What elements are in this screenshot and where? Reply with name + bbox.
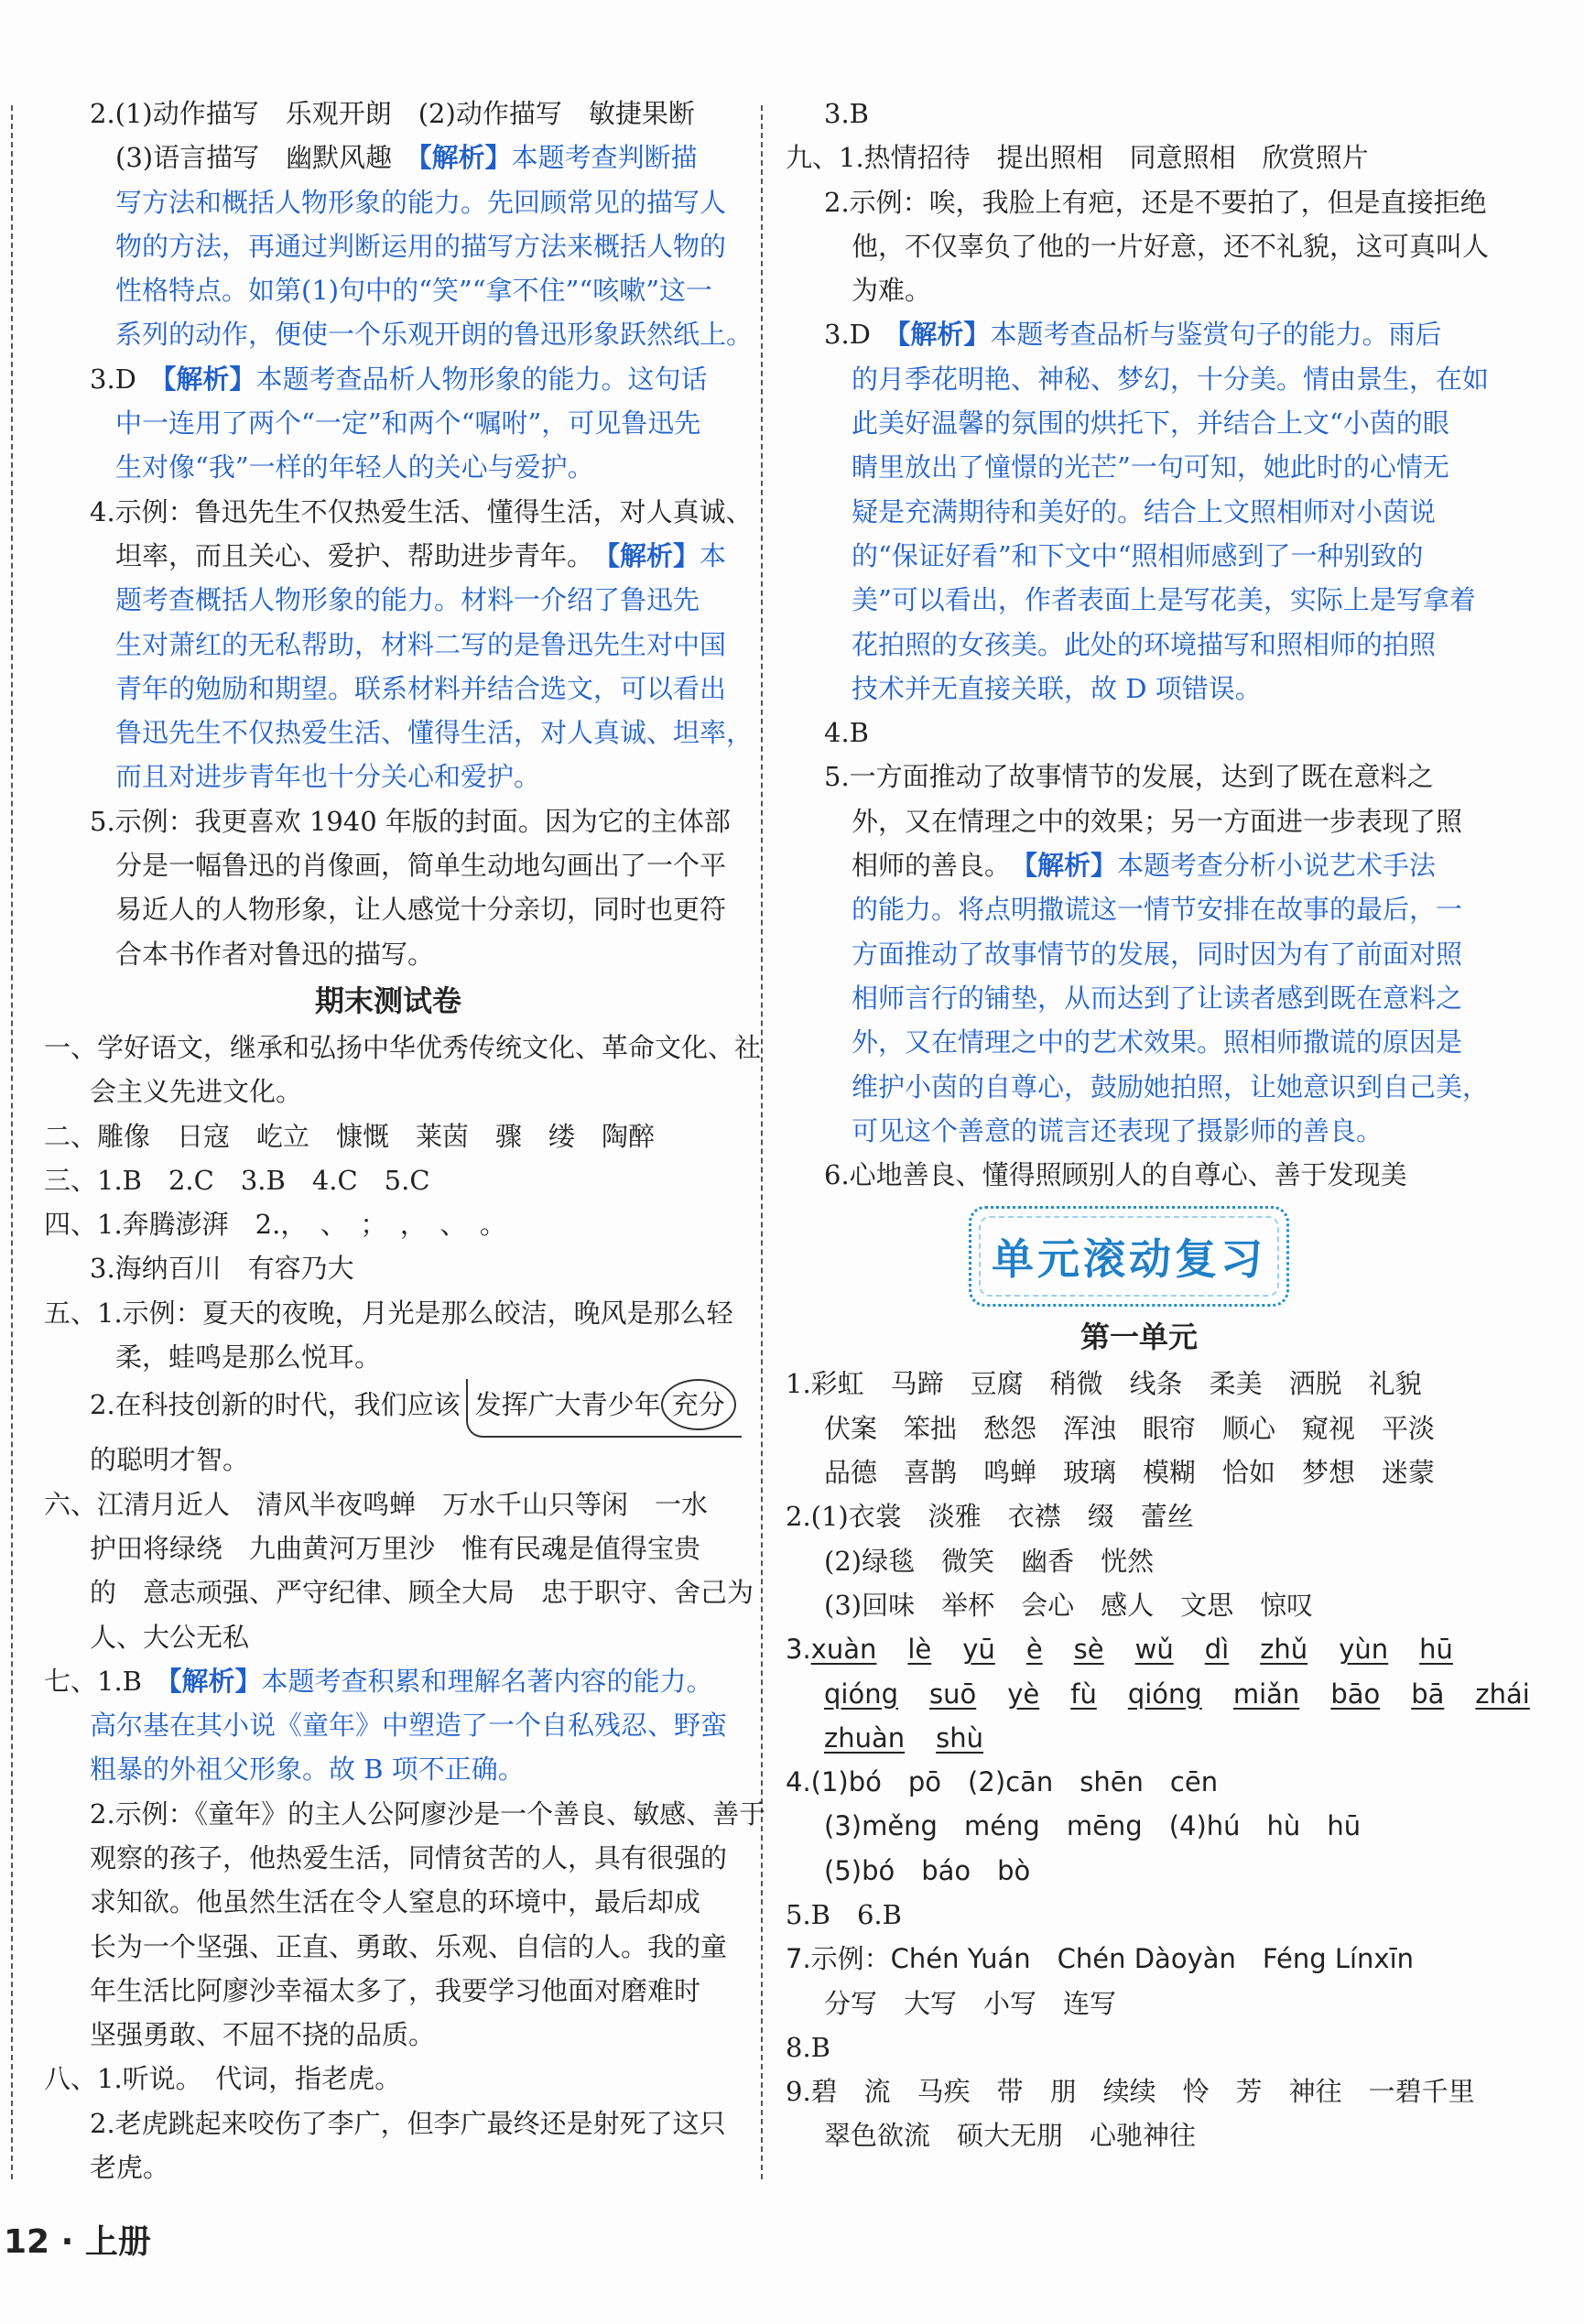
answer-text: (3)měng méng mēng (4)hú hù hū bbox=[824, 1810, 1362, 1842]
pinyin-row bbox=[786, 1627, 1492, 1671]
analysis-tag: 【解析】 bbox=[418, 142, 512, 174]
analysis-text: 本 bbox=[700, 539, 727, 571]
answer-line bbox=[44, 401, 732, 445]
pinyin-word: zhǔ bbox=[1260, 1634, 1308, 1666]
answer-text: 1.彩虹 马蹄 豆腐 稍微 线条 柔美 洒脱 礼貌 bbox=[786, 1368, 1422, 1400]
answer-line bbox=[786, 1804, 1492, 1848]
analysis-text: 的能力。将点明撒谎这一情节安排在故事的最后，一 bbox=[852, 894, 1463, 926]
answer-block-right-2 bbox=[786, 1362, 1492, 1627]
analysis-text: 写方法和概括人物形象的能力。先回顾常见的描写人 bbox=[115, 186, 727, 218]
answer-text: 二、雕像 日寇 屹立 慷慨 莱茵 骤 缕 陶醉 bbox=[44, 1120, 656, 1152]
answer-text: 5.B 6.B bbox=[786, 1898, 902, 1930]
answer-line bbox=[786, 312, 1492, 356]
analysis-text: 此美好温馨的氛围的烘托下，并结合上文“小茵的眼 bbox=[852, 407, 1449, 440]
answer-line bbox=[786, 2025, 1492, 2069]
answer-text: 坦率，而且关心、爱护、帮助进步青年。 bbox=[115, 539, 607, 571]
answer-text: 5.示例：我更喜欢 1940 年版的封面。因为它的主体部 bbox=[90, 805, 731, 837]
answer-line bbox=[786, 357, 1492, 401]
answer-text: 求知欲。他虽然生活在令人窒息的环境中，最后却成 bbox=[90, 1886, 701, 1918]
pinyin-word: qióng bbox=[1127, 1678, 1202, 1710]
analysis-tag: 【解析】 bbox=[1024, 850, 1118, 882]
answer-line bbox=[44, 1747, 732, 1791]
answer-block-left-3 bbox=[44, 1482, 766, 2190]
analysis-text: 睛里放出了憧憬的光芒”一句可知，她此时的心情无 bbox=[852, 451, 1449, 483]
answer-text: 合本书作者对鲁迅的描写。 bbox=[115, 938, 435, 970]
answer-line bbox=[44, 843, 732, 887]
answer-line bbox=[786, 136, 1492, 179]
answer-block-left-1 bbox=[44, 92, 754, 976]
answer-line bbox=[44, 2101, 732, 2145]
inserted-text: 发挥广大青少年 bbox=[474, 1389, 661, 1421]
analysis-text: 本题考查积累和理解名著内容的能力。 bbox=[261, 1665, 713, 1697]
answer-line bbox=[44, 312, 754, 356]
answer-text: 他，不仅辜负了他的一片好意，还不礼貌，这可真叫人 bbox=[852, 230, 1490, 262]
answer-line bbox=[44, 755, 732, 798]
answer-text: 坚强勇敢、不屈不挠的品质。 bbox=[90, 2019, 436, 2051]
circled-word: 充分 bbox=[661, 1379, 736, 1430]
column-divider bbox=[761, 105, 763, 2179]
answer-block-left-2 bbox=[44, 1026, 762, 1379]
answer-text: 六、江清月近人 清风半夜鸣蝉 万水千山只等闲 一水 bbox=[44, 1488, 709, 1520]
answer-line bbox=[44, 1114, 732, 1158]
answer-line bbox=[44, 1026, 762, 1070]
answer-line bbox=[786, 799, 1492, 843]
answer-text: 会主义先进文化。 bbox=[90, 1076, 303, 1108]
answer-line bbox=[786, 224, 1492, 268]
answer-text: 相师的善良。 bbox=[852, 850, 1025, 882]
analysis-text: 本题考查分析小说艺术手法 bbox=[1117, 850, 1437, 882]
answer-text: 八、1.听说。 代词，指老虎。 bbox=[44, 2063, 402, 2095]
answer-line bbox=[786, 534, 1492, 578]
analysis-text: 题考查概括人物形象的能力。材料一介绍了鲁迅先 bbox=[115, 584, 700, 616]
pinyin-word: dì bbox=[1204, 1634, 1230, 1666]
answer-line bbox=[786, 1583, 1492, 1627]
answer-line bbox=[44, 1335, 732, 1379]
answer-line bbox=[44, 667, 732, 711]
answer-line bbox=[44, 1880, 732, 1924]
answer-line bbox=[786, 445, 1492, 489]
answer-text: 3.D bbox=[90, 363, 163, 395]
answer-line bbox=[786, 1450, 1492, 1494]
pinyin-word: hū bbox=[1419, 1634, 1453, 1666]
analysis-tag: 【解析】 bbox=[162, 363, 256, 395]
left-margin-line bbox=[11, 105, 13, 2179]
analysis-text: 本题考查品析与鉴赏句子的能力。雨后 bbox=[990, 319, 1442, 351]
answer-line bbox=[44, 180, 732, 224]
answer-line bbox=[44, 1070, 732, 1113]
banner-text: 单元滚动复习 bbox=[992, 1234, 1266, 1285]
answer-line bbox=[44, 623, 732, 667]
pinyin-word: yè bbox=[1007, 1678, 1040, 1710]
answer-line bbox=[786, 1065, 1492, 1109]
answer-line bbox=[44, 578, 732, 622]
analysis-text: 青年的勉励和期望。联系材料并结合选文，可以看出 bbox=[115, 672, 727, 704]
pinyin-word: qióng bbox=[824, 1678, 898, 1710]
answer-line bbox=[786, 667, 1492, 711]
page-footer: 12 · 上册 bbox=[4, 2223, 151, 2261]
pinyin-word: wǔ bbox=[1134, 1634, 1174, 1666]
analysis-text: 中一连用了两个“一定”和两个“嘱咐”，可见鲁迅先 bbox=[115, 407, 701, 440]
answer-line bbox=[44, 887, 732, 931]
answer-text: 品德 喜鹊 鸣蝉 玻璃 模糊 恰如 梦想 迷蒙 bbox=[824, 1457, 1436, 1489]
analysis-text: 的月季花明艳、神秘、梦幻，十分美。情由景生，在如 bbox=[852, 363, 1490, 395]
answer-line bbox=[44, 2145, 732, 2189]
answer-line bbox=[44, 445, 732, 489]
answer-text: 9.碧 流 马疾 带 朋 续续 怜 芳 神往 一碧千里 bbox=[786, 2076, 1475, 2108]
pinyin-word: suō bbox=[929, 1678, 977, 1710]
exam-title: 期末测试卷 bbox=[314, 983, 461, 1018]
answer-line bbox=[786, 180, 1492, 224]
answer-line bbox=[786, 887, 1492, 931]
answer-line bbox=[44, 1615, 732, 1659]
answer-line bbox=[786, 578, 1492, 622]
answer-line bbox=[786, 1893, 1492, 1937]
answer-line bbox=[786, 1362, 1492, 1406]
answer-line bbox=[44, 224, 732, 268]
analysis-text: 高尔基在其小说《童年》中塑造了一个自私残忍、野蛮 bbox=[90, 1710, 728, 1742]
analysis-text: 生对像“我”一样的年轻人的关心与爱护。 bbox=[115, 451, 594, 483]
answer-text: 长为一个坚强、正直、勇敢、乐观、自信的人。我的童 bbox=[90, 1930, 728, 1962]
answer-line bbox=[44, 1969, 732, 2013]
analysis-text: 外，又在情理之中的艺术效果。照相师撒谎的原因是 bbox=[852, 1026, 1463, 1059]
q5-2-suffix: 的聪明才智。 bbox=[90, 1444, 250, 1476]
answer-text: 2.(1)动作描写 乐观开朗 (2)动作描写 敏捷果断 bbox=[90, 98, 695, 129]
answer-line bbox=[786, 932, 1492, 976]
answer-text: 4.(1)bó pō (2)cān shēn cēn bbox=[786, 1766, 1219, 1798]
pinyin-word: yùn bbox=[1339, 1634, 1389, 1666]
answer-line bbox=[44, 357, 732, 401]
answer-line bbox=[786, 1982, 1492, 2025]
answer-text: 6.心地善良、懂得照顾别人的自尊心、善于发现美 bbox=[824, 1159, 1407, 1191]
answer-text: 人、大公无私 bbox=[90, 1621, 250, 1653]
pinyin-word: zhuàn bbox=[824, 1721, 906, 1754]
answer-line bbox=[786, 92, 1492, 136]
answer-text: (2)绿毯 微笑 幽香 恍然 bbox=[824, 1545, 1155, 1577]
answer-line bbox=[44, 1246, 732, 1290]
answer-line bbox=[786, 268, 1492, 312]
answer-line bbox=[44, 711, 754, 755]
analysis-text: 方面推动了故事情节的发展，同时因为有了前面对照 bbox=[852, 938, 1463, 970]
answer-text: 3.B bbox=[824, 98, 869, 129]
answer-line bbox=[44, 1836, 732, 1880]
answer-line bbox=[44, 1925, 732, 1969]
answer-text: 3.海纳百川 有容乃大 bbox=[90, 1253, 354, 1285]
answer-text: 2.(1)衣裳 淡雅 衣襟 缀 蕾丝 bbox=[786, 1501, 1194, 1533]
right-column bbox=[786, 92, 1530, 2158]
pinyin-word: shù bbox=[936, 1721, 984, 1754]
answer-line bbox=[786, 1020, 1492, 1064]
pinyin-word: è bbox=[1025, 1634, 1043, 1666]
analysis-tag: 【解析】 bbox=[606, 539, 700, 571]
unit-title: 第一单元 bbox=[1080, 1319, 1198, 1355]
answer-text: 分写 大写 小写 连写 bbox=[824, 1987, 1117, 2019]
analysis-text: 本题考查判断描 bbox=[511, 142, 698, 174]
analysis-text: 可见这个善意的谎言还表现了摄影师的善良。 bbox=[852, 1114, 1383, 1146]
unit-review-banner bbox=[969, 1206, 1289, 1307]
pinyin-word: yū bbox=[962, 1634, 995, 1666]
answer-line bbox=[44, 1570, 754, 1614]
answer-line bbox=[44, 1703, 732, 1747]
analysis-text: 系列的动作，便使一个乐观开朗的鲁迅形象跃然纸上。 bbox=[115, 319, 754, 351]
answer-text: 的 意志顽强、严守纪律、顾全大局 忠于职守、舍己为 bbox=[90, 1577, 754, 1609]
answer-line bbox=[786, 1494, 1492, 1538]
pinyin-word: bā bbox=[1411, 1678, 1445, 1710]
analysis-text: 的“保证好看”和下文中“照相师感到了一种别致的 bbox=[852, 539, 1424, 571]
answer-line bbox=[44, 2013, 732, 2057]
pinyin-answers bbox=[786, 1627, 1530, 1760]
pinyin-word: xuàn bbox=[810, 1634, 877, 1666]
answer-text: 柔，蛙鸣是那么悦耳。 bbox=[115, 1341, 382, 1374]
answer-line bbox=[44, 1291, 732, 1335]
answer-text: 五、1.示例：夏天的夜晚，月光是那么皎洁，晚风是那么轻 bbox=[44, 1297, 733, 1329]
analysis-text: 疑是充满期待和美好的。结合上文照相师对小茵说 bbox=[852, 495, 1437, 527]
answer-text: 5.一方面推动了故事情节的发展，达到了既在意料之 bbox=[824, 761, 1434, 793]
answer-text: 护田将绿绕 九曲黄河万里沙 惟有民魂是值得宝贵 bbox=[90, 1532, 701, 1564]
answer-line bbox=[44, 1202, 732, 1246]
answer-line bbox=[44, 1158, 732, 1202]
answer-text: 观察的孩子，他热爱生活，同情贫苦的人，具有很强的 bbox=[90, 1841, 728, 1873]
analysis-text: 粗暴的外祖父形象。故 B 项不正确。 bbox=[90, 1754, 525, 1786]
answer-text: 三、1.B 2.C 3.B 4.C 5.C bbox=[44, 1164, 430, 1196]
pinyin-row bbox=[786, 1672, 1530, 1716]
answer-text: 分是一幅鲁迅的肖像画，简单生动地勾画出了一个平 bbox=[115, 850, 727, 882]
analysis-text: 生对萧红的无私帮助，材料二写的是鲁迅先生对中国 bbox=[115, 628, 727, 660]
analysis-text: 鲁迅先生不仅热爱生活、懂得生活，对人真诚、坦率， bbox=[115, 717, 754, 749]
answer-line bbox=[44, 534, 732, 578]
answer-line bbox=[44, 1792, 766, 1836]
answer-line bbox=[786, 1760, 1492, 1804]
analysis-text: 物的方法，再通过判断运用的描写方法来概括人物的 bbox=[115, 230, 727, 262]
answer-line bbox=[786, 490, 1492, 534]
pinyin-word: miǎn bbox=[1232, 1678, 1300, 1710]
answer-text: 四、1.奔腾澎湃 2.， 、 ； ， 、 。 bbox=[44, 1209, 506, 1241]
answer-text: 七、1.B bbox=[44, 1665, 168, 1697]
pinyin-word: fù bbox=[1070, 1678, 1097, 1710]
answer-line bbox=[786, 976, 1492, 1020]
answer-line bbox=[44, 1526, 732, 1570]
answer-line bbox=[44, 490, 753, 534]
answer-text: 4.示例：鲁迅先生不仅热爱生活、懂得生活，对人真诚、 bbox=[90, 495, 753, 527]
answer-line bbox=[786, 1937, 1492, 1981]
analysis-text: 技术并无直接关联，故 D 项错误。 bbox=[852, 672, 1262, 704]
answer-text: 伏案 笨拙 愁怨 浑浊 眼帘 顺心 窥视 平淡 bbox=[824, 1412, 1436, 1444]
answer-text: 九、1.热情招待 提出照相 同意照相 欣赏照片 bbox=[786, 142, 1369, 174]
answer-text: 2.示例：《童年》的主人公阿廖沙是一个善良、敏感、善于 bbox=[90, 1797, 766, 1830]
answer-text: (3)语言描写 幽默风趣 bbox=[115, 142, 419, 174]
pinyin-word: lè bbox=[907, 1634, 932, 1666]
analysis-text: 性格特点。如第(1)句中的“笑”“拿不住”“咳嗽”这一 bbox=[115, 275, 713, 307]
answer-line bbox=[786, 623, 1492, 667]
answer-text: 7.示例：Chén Yuán Chén Dàoyàn Féng Línxīn bbox=[786, 1943, 1415, 1975]
answer-line bbox=[44, 92, 732, 136]
answer-text: 2.老虎跳起来咬伤了李广，但李广最终还是射死了这只 bbox=[90, 2107, 726, 2139]
pinyin-word: bāo bbox=[1330, 1678, 1381, 1710]
answer-line bbox=[786, 755, 1492, 798]
analysis-tag: 【解析】 bbox=[168, 1665, 262, 1697]
answer-block-right-1 bbox=[786, 92, 1492, 1197]
pinyin-row bbox=[786, 1716, 1492, 1760]
q5-2-prefix: 2.在科技创新的时代，我们应该 bbox=[90, 1389, 461, 1421]
answer-line bbox=[44, 1659, 732, 1703]
analysis-tag: 【解析】 bbox=[896, 319, 991, 351]
answer-text: (3)回味 举杯 会心 感人 文思 惊叹 bbox=[824, 1589, 1314, 1621]
answer-line bbox=[786, 401, 1492, 445]
answer-line bbox=[786, 2113, 1492, 2157]
answer-line bbox=[786, 1109, 1492, 1153]
answer-text: 外，又在情理之中的效果；另一方面进一步表现了照 bbox=[852, 805, 1463, 837]
analysis-text: 美”可以看出，作者表面上是写花美，实际上是写拿着 bbox=[852, 584, 1476, 616]
answer-line bbox=[786, 1406, 1492, 1450]
answer-line bbox=[786, 1849, 1492, 1893]
analysis-text: 维护小茵的自尊心，鼓励她拍照，让她意识到自己美， bbox=[852, 1070, 1490, 1102]
answer-text: 3.D bbox=[824, 319, 897, 351]
answer-text: 2.示例：唉，我脸上有疤，还是不要拍了，但是直接拒绝 bbox=[824, 186, 1487, 218]
answer-line bbox=[44, 2057, 732, 2101]
analysis-text: 相师言行的铺垫，从而达到了让读者感到既在意料之 bbox=[852, 982, 1463, 1014]
analysis-text: 本题考查品析人物形象的能力。这句话 bbox=[255, 363, 708, 395]
answer-block-right-3 bbox=[786, 1760, 1492, 2158]
answer-q5-2 bbox=[44, 1379, 732, 1438]
answer-line bbox=[44, 268, 732, 312]
answer-text: (5)bó báo bò bbox=[824, 1854, 1031, 1886]
answer-text: 一、学好语文，继承和弘扬中华优秀传统文化、革命文化、社 bbox=[44, 1031, 762, 1063]
answer-text: 4.B bbox=[824, 717, 869, 749]
answer-text: 为难。 bbox=[852, 275, 932, 307]
revision-mark bbox=[466, 1379, 742, 1438]
answer-line bbox=[44, 932, 732, 976]
answer-text: 易近人的人物形象，让人感觉十分亲切，同时也更符 bbox=[115, 894, 727, 926]
answer-line bbox=[44, 799, 732, 843]
answer-line bbox=[786, 711, 1492, 755]
answer-line bbox=[44, 136, 732, 179]
pinyin-word: zhái bbox=[1475, 1678, 1530, 1710]
answer-line bbox=[786, 843, 1492, 887]
pinyin-word: sè bbox=[1073, 1634, 1104, 1666]
answer-line bbox=[786, 2069, 1492, 2113]
answer-line bbox=[786, 1153, 1492, 1197]
answer-text: 翠色欲流 硕大无朋 心驰神往 bbox=[824, 2120, 1197, 2152]
analysis-text: 花拍照的女孩美。此处的环境描写和照相师的拍照 bbox=[852, 628, 1437, 660]
answer-line bbox=[44, 1482, 732, 1526]
pinyin-label: 3. bbox=[786, 1634, 811, 1666]
answer-text: 年生活比阿廖沙幸福太多了，我要学习他面对磨难时 bbox=[90, 1974, 701, 2006]
answer-text: 老虎。 bbox=[90, 2152, 170, 2184]
answer-line bbox=[786, 1539, 1492, 1583]
left-column bbox=[44, 92, 766, 2189]
analysis-text: 而且对进步青年也十分关心和爱护。 bbox=[115, 761, 541, 793]
answer-text: 8.B bbox=[786, 2031, 830, 2063]
